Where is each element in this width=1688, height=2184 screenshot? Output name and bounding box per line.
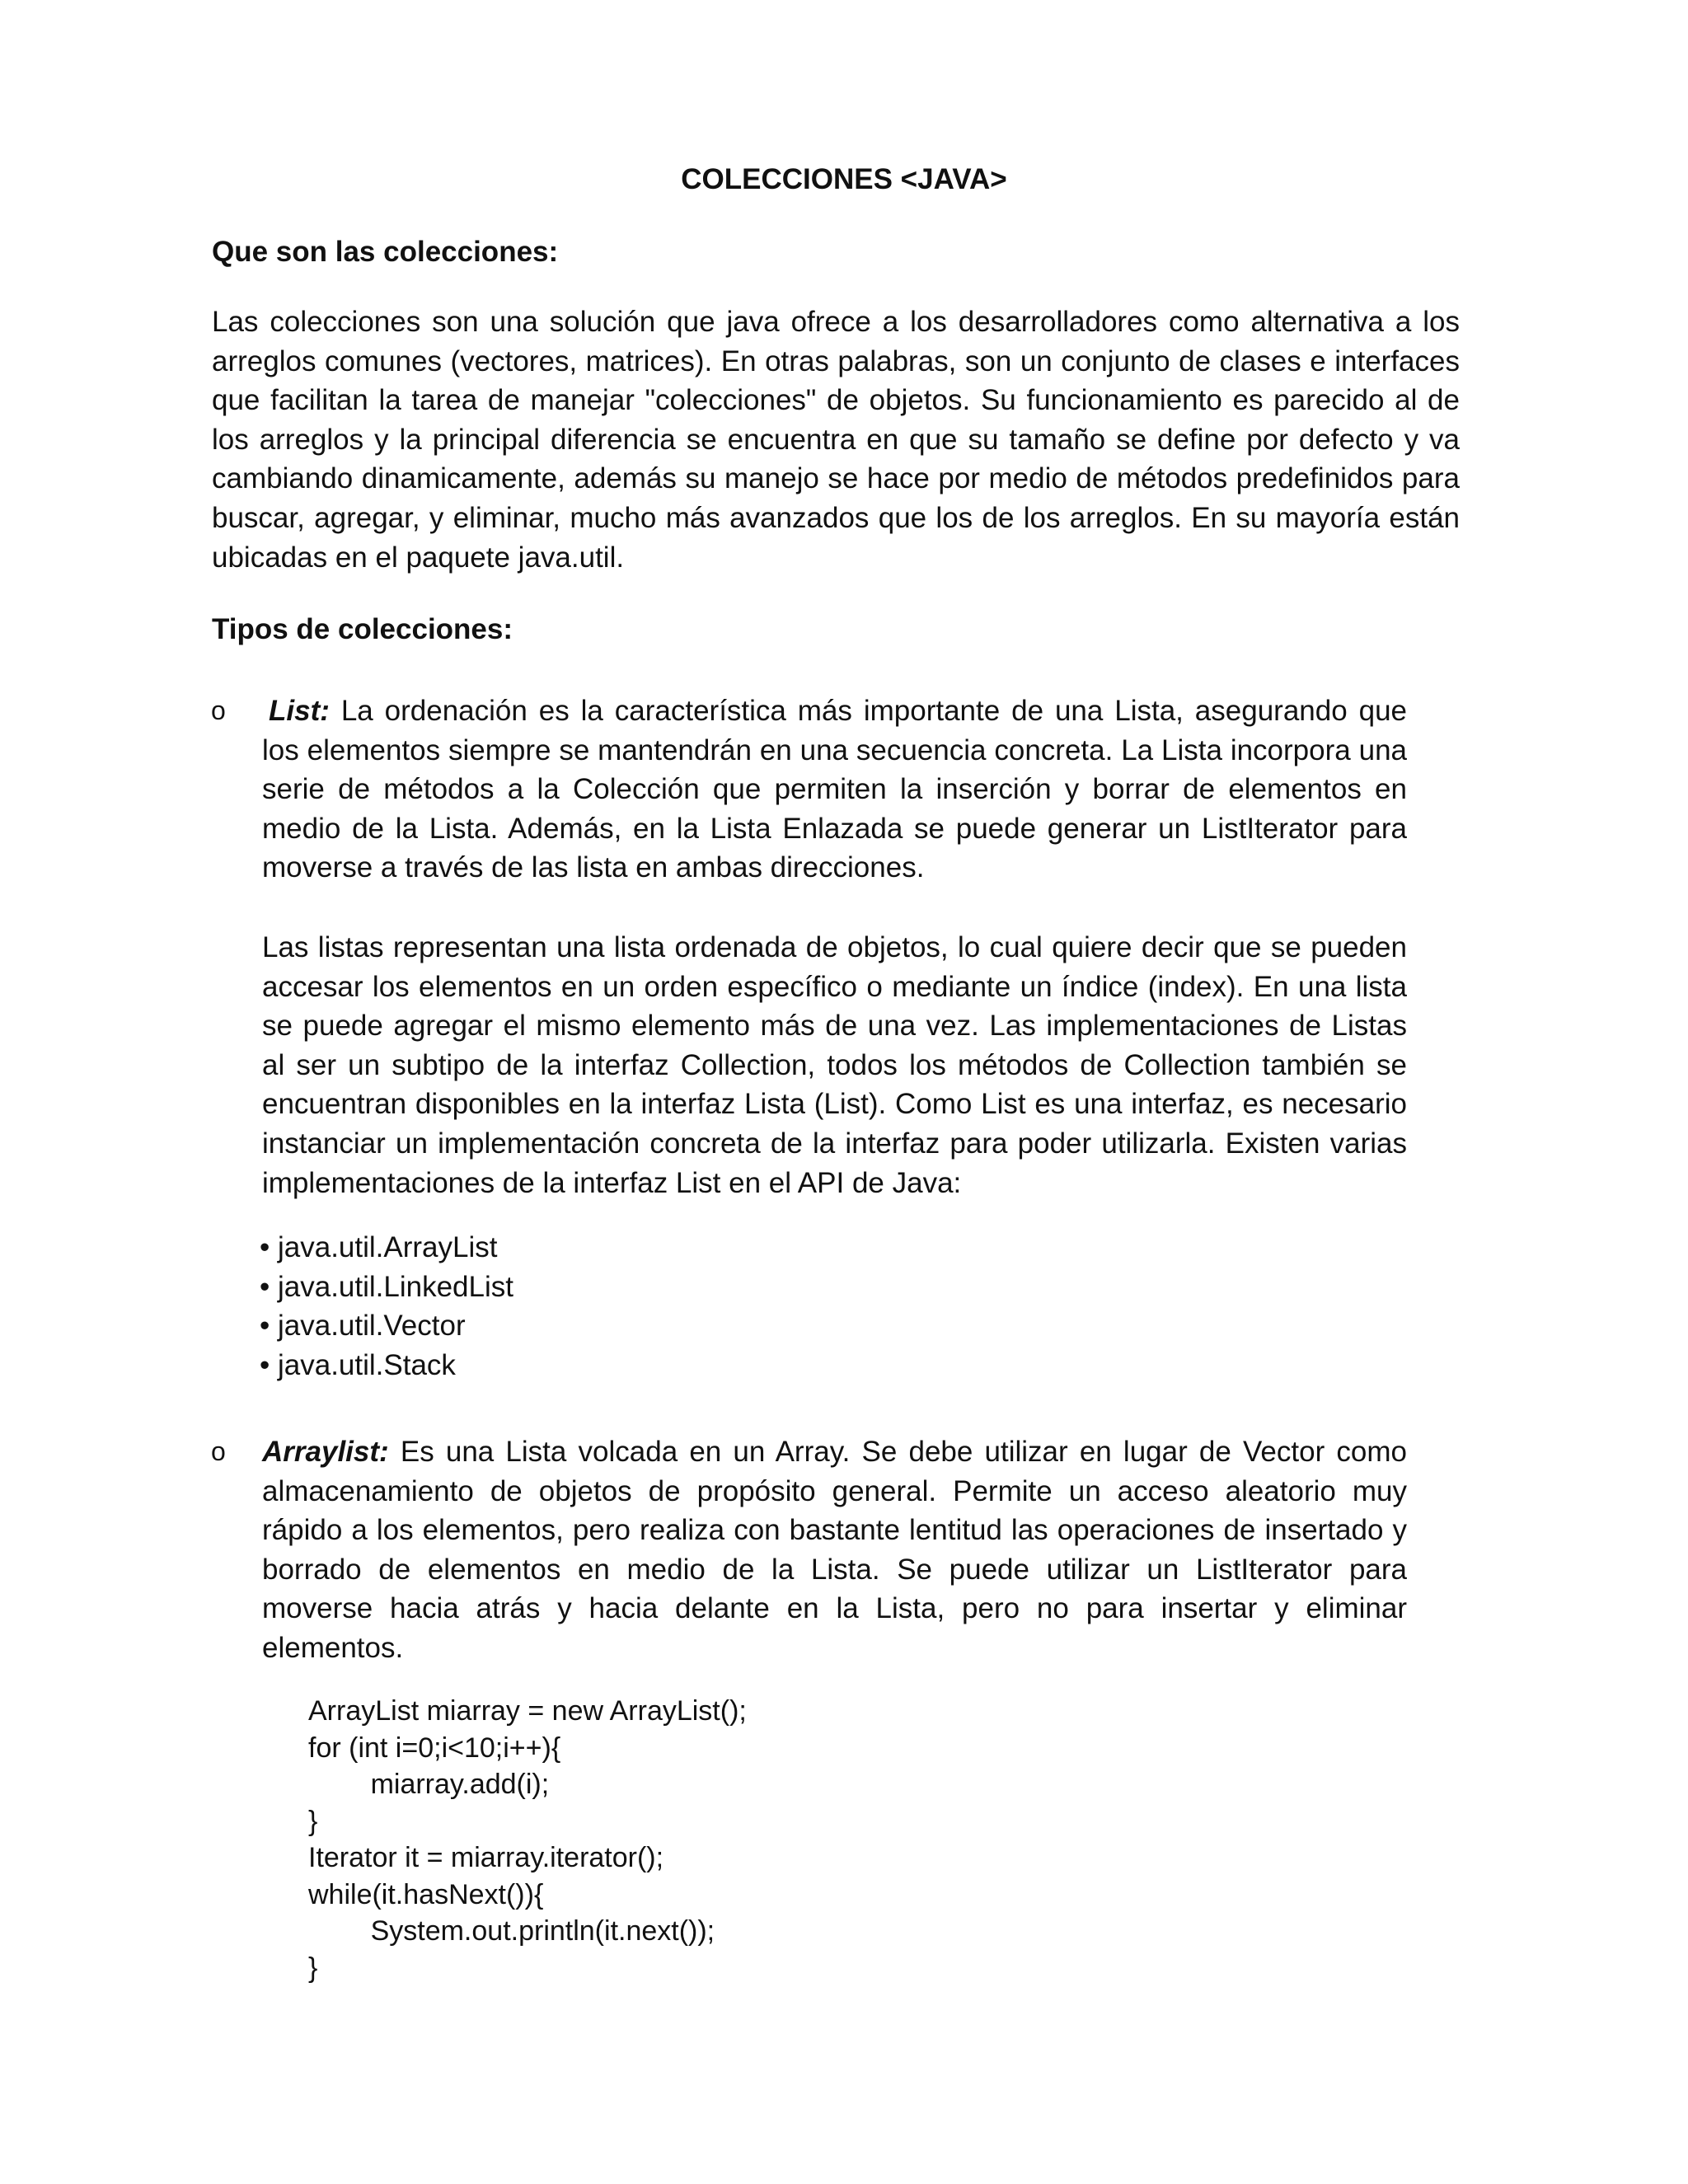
intro-paragraph: Las colecciones son una solución que java ofrece a los desarrolladores como alternativa a los arreglos comunes (vectores, matrices). En otras palabras, son un conjunto de clases e interfaces que facilitan la tarea de manejar "colecciones" de objetos. Su funcionamiento es parecido al de los arreglos y la principal diferencia se encuentra en que su tamaño se define por defecto y va cambiando dinamicamente, además su manejo se hace por medio de métodos predefinidos para buscar, agregar, y eliminar, mucho más avanzados que los de los arreglos. En su mayoría están ubicadas en el paquete java.util.	[212, 306, 1460, 574]
arraylist-bullet: o	[211, 1436, 226, 1466]
intro-heading: Que son las colecciones:	[212, 236, 559, 268]
list-description	[262, 691, 1407, 888]
arraylist-code-sample: ArrayList miarray = new ArrayList(); for (int i=0;i<10;i++){ miarray.add(i); } Iterator it = miarray.iterator(); while(it.hasNext()){ System.out.println(it.next()); }	[308, 1695, 747, 1984]
implementations-list	[260, 1228, 513, 1385]
list-item: • java.util.Stack	[260, 1346, 513, 1385]
list-paragraph-2: Las listas representan una lista ordenada de objetos, lo cual quiere decir que se pueden accesar los elementos en un orden específico o mediante un índice (index). En una lista se puede agregar el mismo elemento más de una vez. Las implementaciones de Listas al ser un subtipo de la interfaz Collection, todos los métodos de Collection también se encuentran disponibles en la interfaz Lista (List). Como List es una interfaz, es necesario instanciar un implementación concreta de la interfaz para poder utilizarla. Existen varias implementaciones de la interfaz List en el API de Java:	[262, 931, 1407, 1199]
arraylist-description	[262, 1432, 1407, 1668]
list-item: • java.util.LinkedList	[260, 1268, 513, 1307]
list-label: List:	[269, 695, 330, 727]
list-bullet: o	[211, 696, 226, 725]
list-paragraph-1: La ordenación es la característica más importante de una Lista, asegurando que los elementos siempre se mantendrán en una secuencia concreta. La Lista incorpora una serie de métodos a la Colección que permiten la inserción y borrar de elementos en medio de la Lista. Además, en la Lista Enlazada se puede generar un ListIterator para moverse a través de las lista en ambas direcciones.	[262, 695, 1407, 884]
list-item: • java.util.ArrayList	[260, 1228, 513, 1268]
list-item: • java.util.Vector	[260, 1306, 513, 1346]
arraylist-paragraph: Es una Lista volcada en un Array. Se debe utilizar en lugar de Vector como almacenamiento de objetos de propósito general. Permite un acceso aleatorio muy rápido a los elementos, pero realiza con bastante lentitud las operaciones de insertado y borrado de elementos en medio de la Lista. Se puede utilizar un ListIterator para moverse hacia atrás y hacia delante en la Lista, pero no para insertar y eliminar elementos.	[262, 1436, 1407, 1664]
document-title: COLECCIONES <JAVA>	[681, 163, 1007, 195]
types-heading: Tipos de colecciones:	[212, 613, 513, 645]
arraylist-label: Arraylist:	[262, 1436, 389, 1468]
